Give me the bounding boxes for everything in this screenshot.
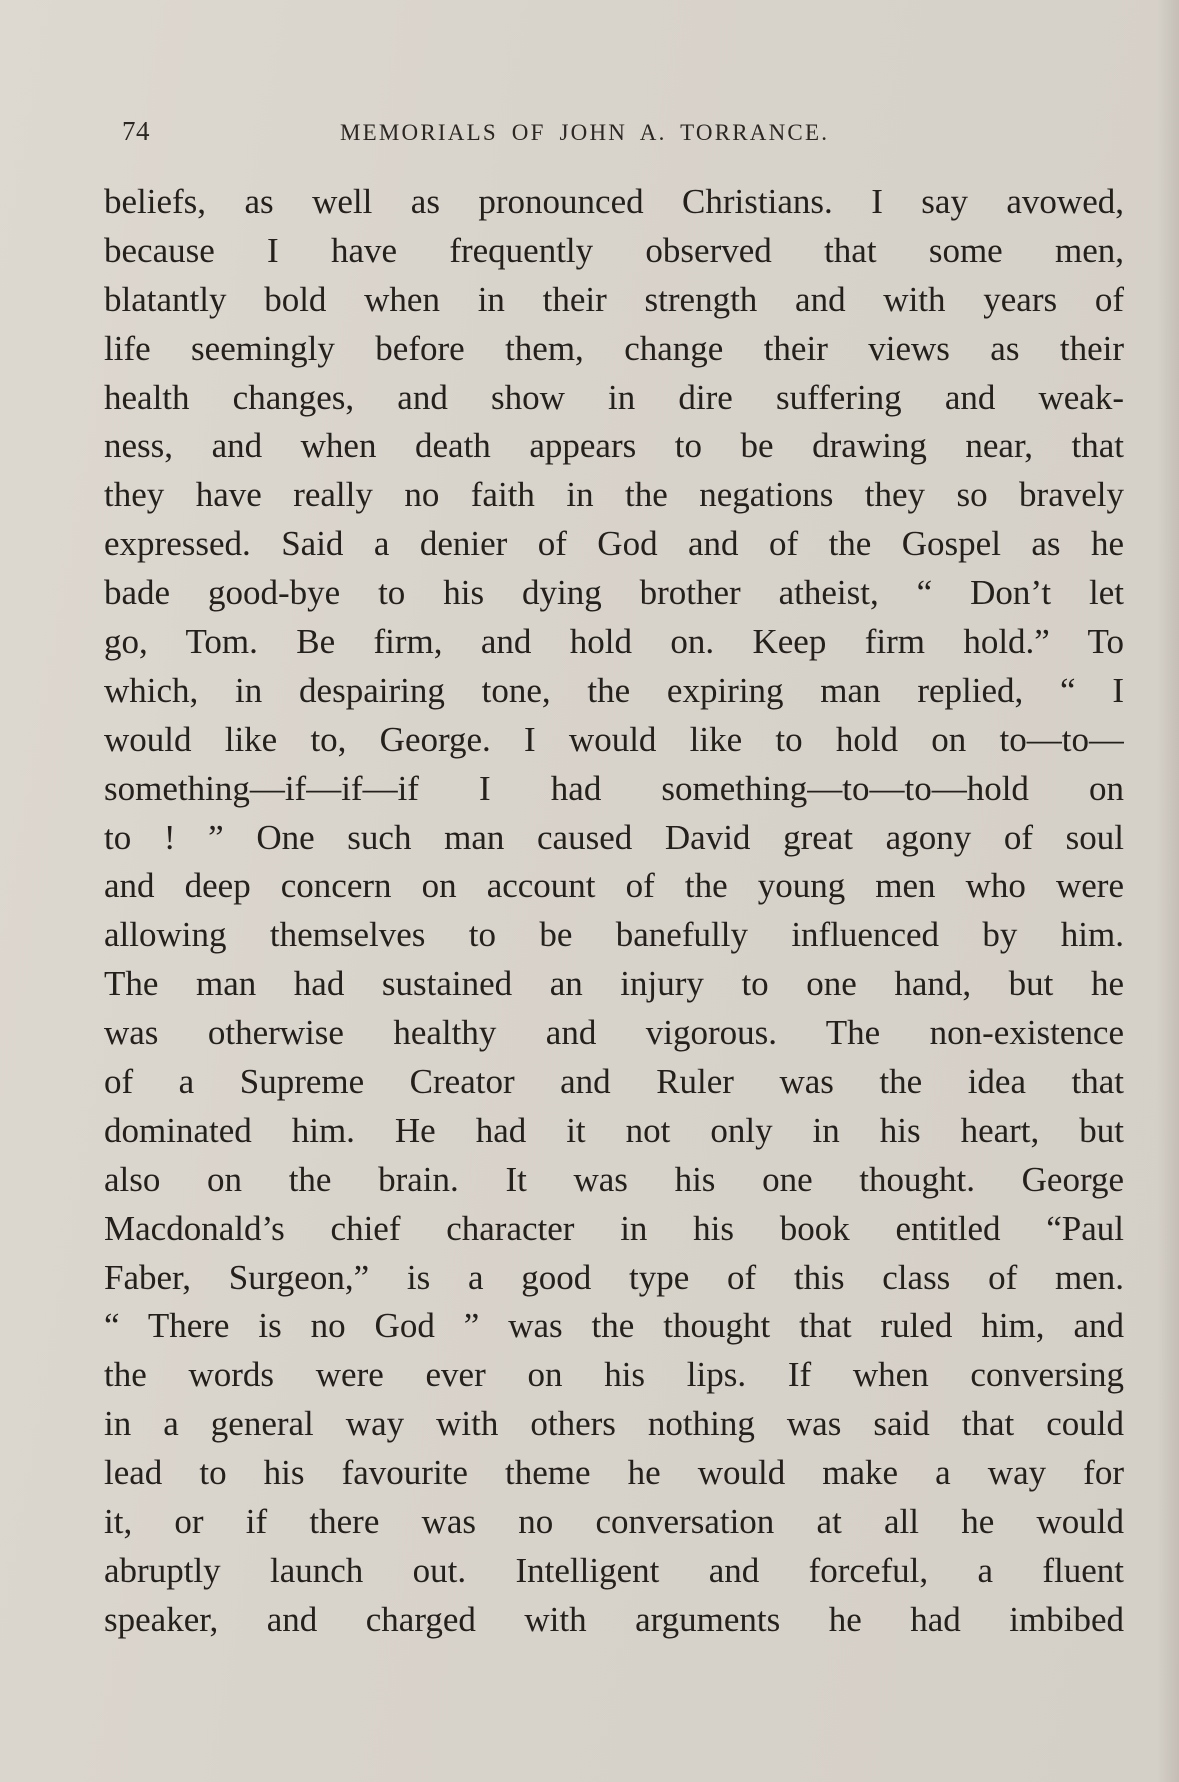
text-line: “ There is no God ” was the thought that ruled him, and (104, 1306, 1124, 1346)
text-line: blatantly bold when in their strength and with years of (104, 279, 1124, 319)
text-line: Faber, Surgeon,” is a good type of this class of men. (104, 1257, 1124, 1297)
text-line: because I have frequently observed that some men, (104, 230, 1124, 270)
text-line: it, or if there was no conversation at all he would (104, 1502, 1124, 1542)
page-number: 74 (122, 116, 150, 146)
text-line: life seemingly before them, change their views as their (104, 328, 1124, 368)
text-line: dominated him. He had it not only in his heart, but (104, 1110, 1124, 1150)
text-line: was otherwise healthy and vigorous. The non-existence (104, 1013, 1124, 1053)
text-line: and deep concern on account of the young men who were (104, 866, 1124, 906)
text-line: the words were ever on his lips. If when conversing (104, 1355, 1124, 1395)
text-line: health changes, and show in dire suffering and weak- (104, 377, 1124, 417)
text-line: would like to, George. I would like to hold on to—to— (104, 719, 1124, 759)
text-line: also on the brain. It was his one thought. George (104, 1159, 1124, 1199)
text-line: The man had sustained an injury to one hand, but he (104, 964, 1124, 1004)
text-line: lead to his favourite theme he would make a way for (104, 1453, 1124, 1493)
page-edge-shadow (1157, 0, 1179, 1782)
text-line: in a general way with others nothing was said that could (104, 1404, 1124, 1444)
text-line: expressed. Said a denier of God and of the Gospel as he (104, 524, 1124, 564)
text-line: beliefs, as well as pronounced Christians. I say avowed, (104, 182, 1124, 221)
text-line: allowing themselves to be banefully influenced by him. (104, 915, 1124, 955)
text-line: of a Supreme Creator and Ruler was the idea that (104, 1062, 1124, 1102)
text-line: which, in despairing tone, the expiring man replied, “ I (104, 670, 1124, 710)
running-title: MEMORIALS OF JOHN A. TORRANCE. (340, 120, 830, 145)
running-header (120, 116, 920, 156)
text-line: something—if—if—if I had something—to—to—hold on (104, 768, 1124, 808)
text-line: go, Tom. Be firm, and hold on. Keep firm hold.” To (104, 622, 1124, 662)
body-text (104, 178, 1124, 1645)
text-line: to ! ” One such man caused David great agony of soul (104, 817, 1124, 857)
text-line: they have really no faith in the negations they so bravely (104, 475, 1124, 515)
text-line: ness, and when death appears to be drawing near, that (104, 426, 1124, 466)
text-line: abruptly launch out. Intelligent and forceful, a fluent (104, 1550, 1124, 1590)
text-line: bade good-bye to his dying brother atheist, “ Don’t let (104, 573, 1124, 613)
text-line: speaker, and charged with arguments he had imbibed (104, 1599, 1124, 1639)
text-line: Macdonald’s chief character in his book entitled “Paul (104, 1208, 1124, 1248)
